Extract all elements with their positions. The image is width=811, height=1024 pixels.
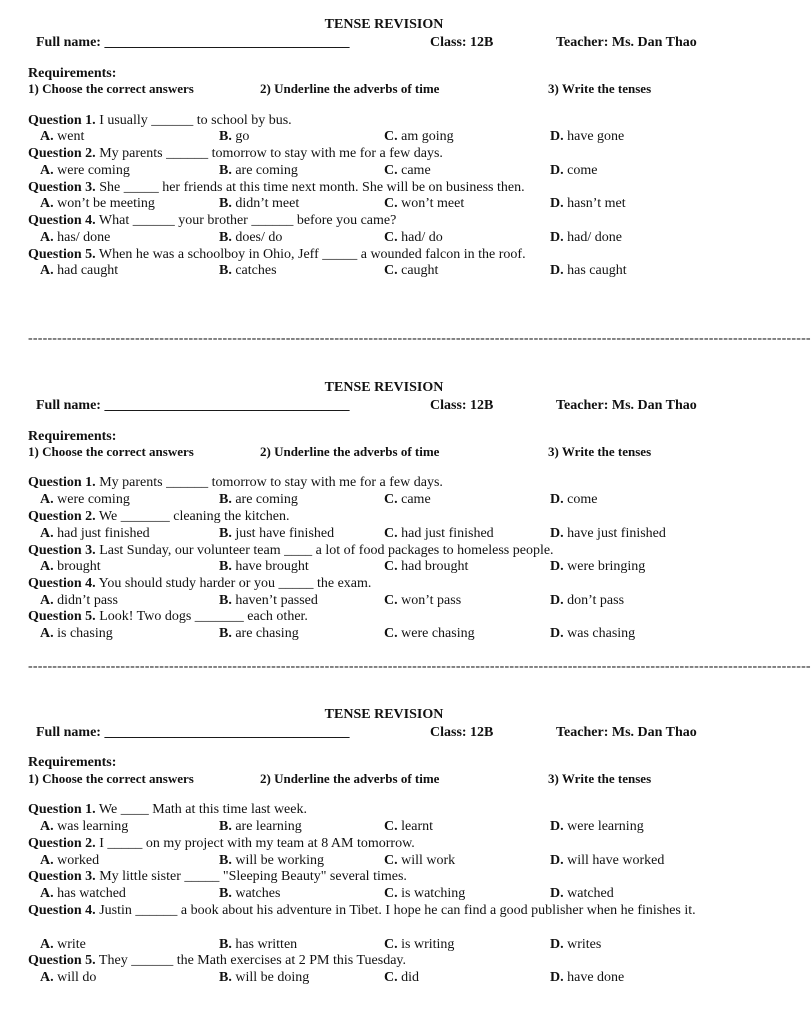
option-b: B. have brought — [219, 559, 309, 574]
option-a: A. will do — [40, 970, 97, 985]
option-a: A. brought — [40, 559, 101, 574]
question-stem: My parents ______ tomorrow to stay with me for a few days. — [95, 475, 443, 490]
option-a: A. has/ done — [40, 230, 111, 245]
question — [28, 146, 443, 163]
full-name-field: Full name: ___________________________________ — [36, 35, 350, 50]
full-name-field: Full name: ___________________________________ — [36, 398, 350, 413]
full-name-field: Full name: ___________________________________ — [36, 725, 350, 740]
requirement-3: 3) Write the tenses — [548, 81, 652, 96]
requirement-1: 1) Choose the correct answers — [28, 81, 194, 96]
question-stem: What ______ your brother ______ before you came? — [95, 213, 397, 228]
worksheet-title: TENSE REVISION — [324, 17, 444, 32]
option-d: D. hasn’t met — [550, 196, 626, 211]
option-a: A. is chasing — [40, 626, 113, 641]
option-c: C. had just finished — [384, 526, 494, 541]
option-d: D. were bringing — [550, 559, 646, 574]
option-c: C. were chasing — [384, 626, 475, 641]
option-d: D. will have worked — [550, 853, 665, 868]
teacher-label: Teacher: Ms. Dan Thao — [556, 725, 697, 740]
requirement-3: 3) Write the tenses — [548, 444, 652, 459]
option-c: C. is writing — [384, 937, 455, 952]
question-label: Question 1. — [28, 475, 96, 490]
option-a: A. were coming — [40, 492, 130, 507]
question — [28, 836, 415, 853]
option-b: B. watches — [219, 886, 281, 901]
question — [28, 213, 396, 230]
question-label: Question 3. — [28, 543, 96, 558]
requirement-2: 2) Underline the adverbs of time — [260, 81, 440, 96]
option-c: C. did — [384, 970, 420, 985]
option-d: D. have gone — [550, 129, 625, 144]
option-b: B. catches — [219, 263, 277, 278]
option-b: B. haven’t passed — [219, 593, 318, 608]
option-b: B. just have finished — [219, 526, 335, 541]
question — [28, 475, 443, 492]
question-stem: We ____ Math at this time last week. — [95, 802, 307, 817]
question-label: Question 2. — [28, 836, 96, 851]
question-stem: Last Sunday, our volunteer team ____ a lot of food packages to homeless people. — [95, 543, 554, 558]
question — [28, 247, 526, 264]
question-label: Question 5. — [28, 609, 96, 624]
option-b: B. are coming — [219, 492, 298, 507]
option-c: C. am going — [384, 129, 454, 144]
option-d: D. were learning — [550, 819, 644, 834]
question — [28, 953, 406, 970]
question — [28, 509, 289, 526]
option-a: A. was learning — [40, 819, 129, 834]
option-b: B. didn’t meet — [219, 196, 300, 211]
option-c: C. won’t meet — [384, 196, 465, 211]
option-d: D. don’t pass — [550, 593, 625, 608]
class-label: Class: 12B — [430, 35, 494, 50]
question-stem: My little sister _____ "Sleeping Beauty" several times. — [95, 869, 407, 884]
option-b: B. has written — [219, 937, 298, 952]
question-label: Question 3. — [28, 180, 96, 195]
question-stem: My parents ______ tomorrow to stay with me for a few days. — [95, 146, 443, 161]
option-c: C. came — [384, 163, 431, 178]
option-c: C. won’t pass — [384, 593, 462, 608]
option-d: D. writes — [550, 937, 602, 952]
option-c: C. learnt — [384, 819, 433, 834]
section-divider: ----------------------------------------------------------------------------------------------------------------------------------------------------------------- — [28, 331, 811, 346]
question-stem: I usually ______ to school by bus. — [95, 113, 292, 128]
requirements-heading: Requirements: — [28, 755, 117, 770]
option-c: C. caught — [384, 263, 439, 278]
requirement-3: 3) Write the tenses — [548, 771, 652, 786]
option-d: D. have just finished — [550, 526, 666, 541]
question-label: Question 2. — [28, 509, 96, 524]
requirement-1: 1) Choose the correct answers — [28, 444, 194, 459]
teacher-label: Teacher: Ms. Dan Thao — [556, 35, 697, 50]
question-stem: Look! Two dogs _______ each other. — [95, 609, 308, 624]
question-label: Question 4. — [28, 213, 96, 228]
requirement-2: 2) Underline the adverbs of time — [260, 444, 440, 459]
question-label: Question 1. — [28, 802, 96, 817]
class-label: Class: 12B — [430, 398, 494, 413]
question-label: Question 5. — [28, 247, 96, 262]
option-a: A. won’t be meeting — [40, 196, 155, 211]
option-a: A. went — [40, 129, 85, 144]
option-c: C. is watching — [384, 886, 466, 901]
option-a: A. had caught — [40, 263, 119, 278]
question — [28, 869, 407, 886]
question — [28, 180, 525, 197]
option-a: A. had just finished — [40, 526, 150, 541]
option-d: D. had/ done — [550, 230, 622, 245]
option-d: D. watched — [550, 886, 614, 901]
option-b: B. will be doing — [219, 970, 310, 985]
option-d: D. was chasing — [550, 626, 636, 641]
question-stem: Justin ______ a book about his adventure in Tibet. I hope he can find a good publisher when he finishes it. — [95, 903, 696, 918]
option-b: B. will be working — [219, 853, 324, 868]
option-c: C. had/ do — [384, 230, 443, 245]
question-label: Question 5. — [28, 953, 96, 968]
teacher-label: Teacher: Ms. Dan Thao — [556, 398, 697, 413]
option-a: A. write — [40, 937, 86, 952]
option-b: B. does/ do — [219, 230, 283, 245]
option-c: C. will work — [384, 853, 456, 868]
option-b: B. are coming — [219, 163, 298, 178]
section-divider: ----------------------------------------------------------------------------------------------------------------------------------------------------------------- — [28, 659, 811, 674]
option-b: B. are chasing — [219, 626, 299, 641]
question-label: Question 2. — [28, 146, 96, 161]
worksheet-title: TENSE REVISION — [324, 707, 444, 722]
option-d: D. has caught — [550, 263, 627, 278]
option-c: C. had brought — [384, 559, 469, 574]
question-stem: She _____ her friends at this time next month. She will be on business then. — [95, 180, 525, 195]
option-d: D. have done — [550, 970, 625, 985]
requirements-heading: Requirements: — [28, 429, 117, 444]
requirements-heading: Requirements: — [28, 66, 117, 81]
question — [28, 802, 307, 819]
option-d: D. come — [550, 163, 598, 178]
option-c: C. came — [384, 492, 431, 507]
worksheet-title: TENSE REVISION — [324, 380, 444, 395]
requirement-1: 1) Choose the correct answers — [28, 771, 194, 786]
question — [28, 576, 371, 593]
option-a: A. has watched — [40, 886, 126, 901]
option-a: A. didn’t pass — [40, 593, 118, 608]
question-stem: When he was a schoolboy in Ohio, Jeff _____ a wounded falcon in the roof. — [95, 247, 526, 262]
question-label: Question 3. — [28, 869, 96, 884]
question-stem: They ______ the Math exercises at 2 PM this Tuesday. — [95, 953, 406, 968]
option-b: B. are learning — [219, 819, 302, 834]
question-stem: You should study harder or you _____ the exam. — [95, 576, 372, 591]
question — [28, 113, 292, 130]
option-d: D. come — [550, 492, 598, 507]
question-label: Question 4. — [28, 576, 96, 591]
option-b: B. go — [219, 129, 250, 144]
question — [28, 609, 308, 626]
requirement-2: 2) Underline the adverbs of time — [260, 771, 440, 786]
question-stem: We _______ cleaning the kitchen. — [95, 509, 290, 524]
option-a: A. were coming — [40, 163, 130, 178]
question-stem: I _____ on my project with my team at 8 AM tomorrow. — [95, 836, 415, 851]
class-label: Class: 12B — [430, 725, 494, 740]
question — [28, 543, 554, 560]
question-label: Question 1. — [28, 113, 96, 128]
question — [28, 903, 740, 920]
question-label: Question 4. — [28, 903, 96, 918]
option-a: A. worked — [40, 853, 100, 868]
